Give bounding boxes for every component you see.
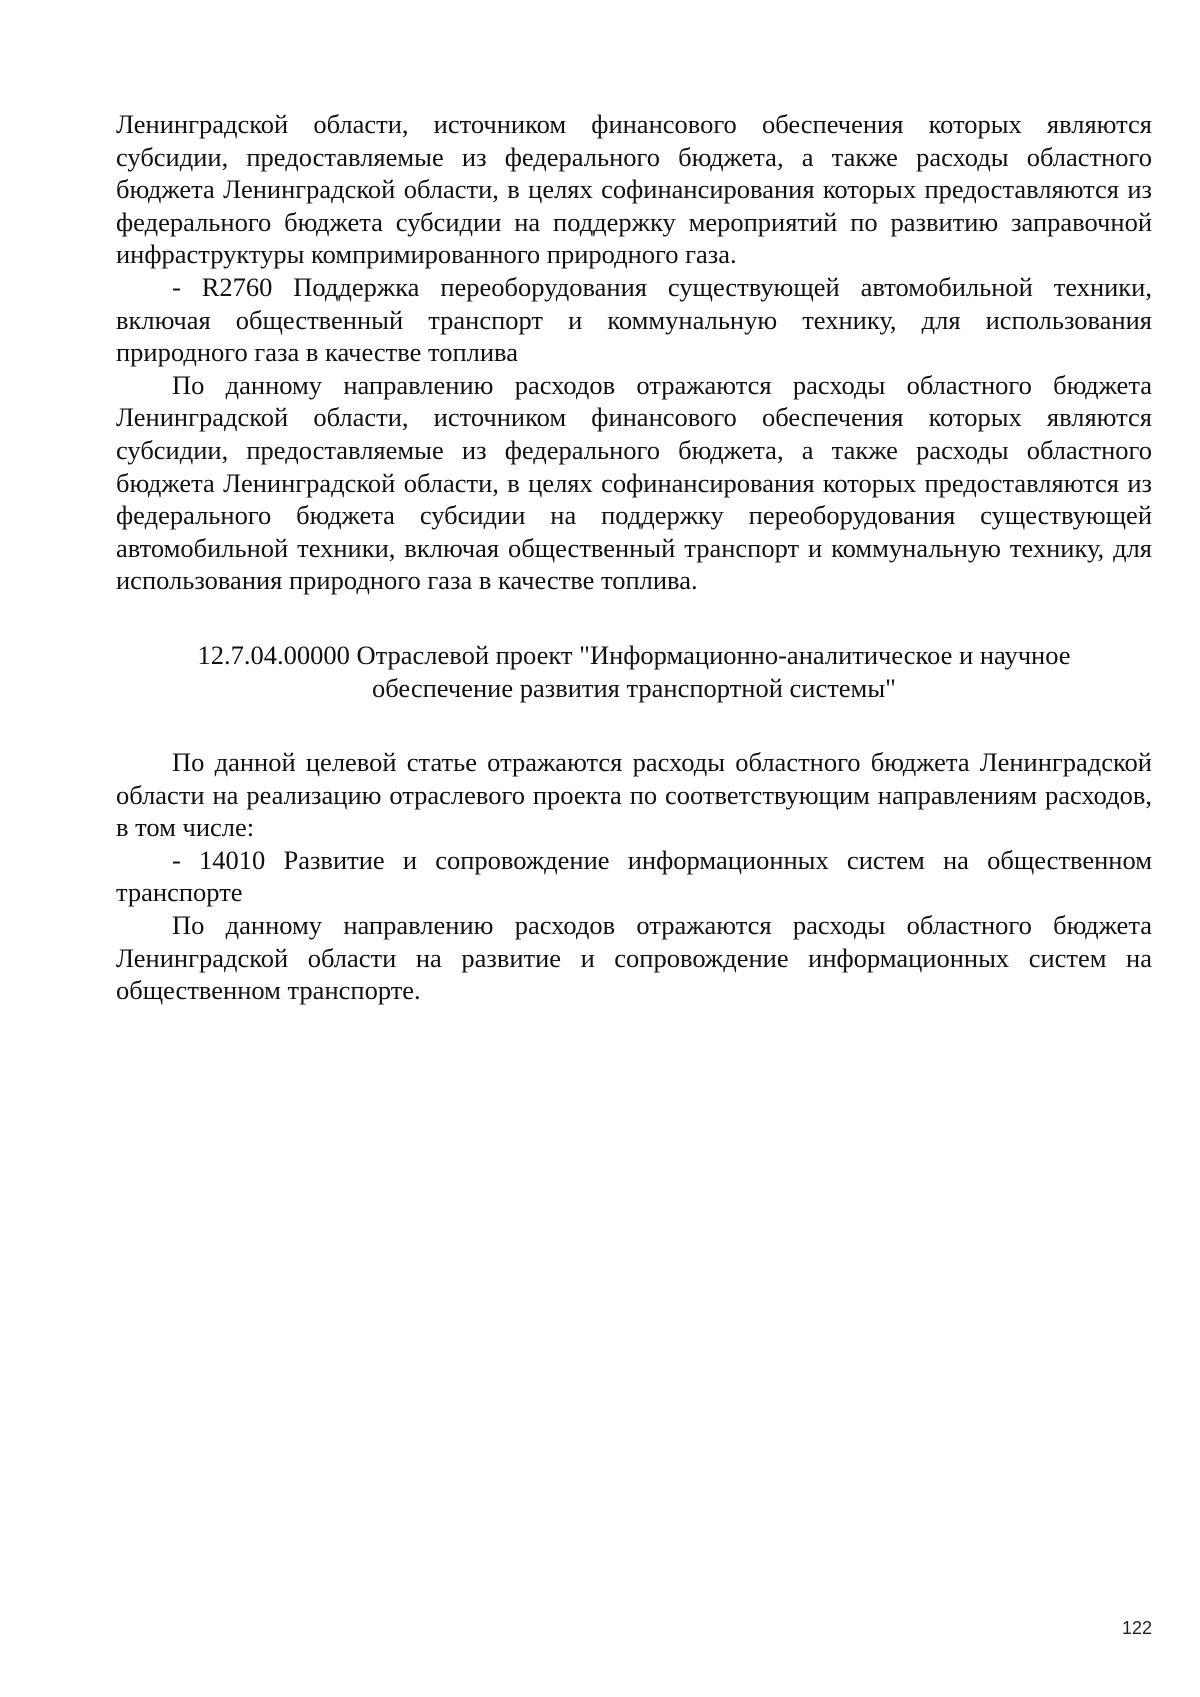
paragraph-item-r2760: - R2760 Поддержка переоборудования существующей автомобильной техники, включая общественный транспорт и коммунальную технику, для использования природного газа в качестве топлива [116, 271, 1152, 368]
paragraph-item-14010: - 14010 Развитие и сопровождение информационных систем на общественном транспорте [116, 844, 1152, 908]
section-heading-line-1: 12.7.04.00000 Отраслевой проект "Информационно-аналитическое и научное [197, 639, 1071, 670]
section-heading-line-2: обеспечение развития транспортной системы" [372, 672, 896, 703]
document-page [116, 108, 1152, 1007]
paragraph-target-article: По данной целевой статье отражаются расходы областного бюджета Ленинградской области на реализацию отраслевого проекта по соответствующим направлениям расходов, в том числе: [116, 747, 1152, 843]
paragraph-continuation: Ленинградской области, источником финансового обеспечения которых являются субсидии, предоставляемые из федерального бюджета, а также расходы областного бюджета Ленинградской области, в целях софинансирования которых предоставляются из федерального бюджета субсидии на поддержку мероприятий по развитию заправочной инфраструктуры компримированного природного газа. [116, 109, 1152, 270]
paragraph-14010-description: По данному направлению расходов отражаются расходы областного бюджета Ленинградской области на развитие и сопровождение информационных систем на общественном транспорте. [116, 910, 1152, 1006]
page-number: 122 [1121, 1618, 1152, 1638]
paragraph-r2760-description: По данному направлению расходов отражаются расходы областного бюджета Ленинградской области, источником финансового обеспечения которых являются субсидии, предоставляемые из федерального бюджета, а также расходы областного бюджета Ленинградской области, в целях софинансирования которых предоставляются из федерального бюджета субсидии на поддержку переоборудования существующей автомобильной техники, включая общественный транспорт и коммунальную технику, для использования природного газа в качестве топлива. [116, 369, 1152, 596]
section-heading [116, 639, 1152, 704]
